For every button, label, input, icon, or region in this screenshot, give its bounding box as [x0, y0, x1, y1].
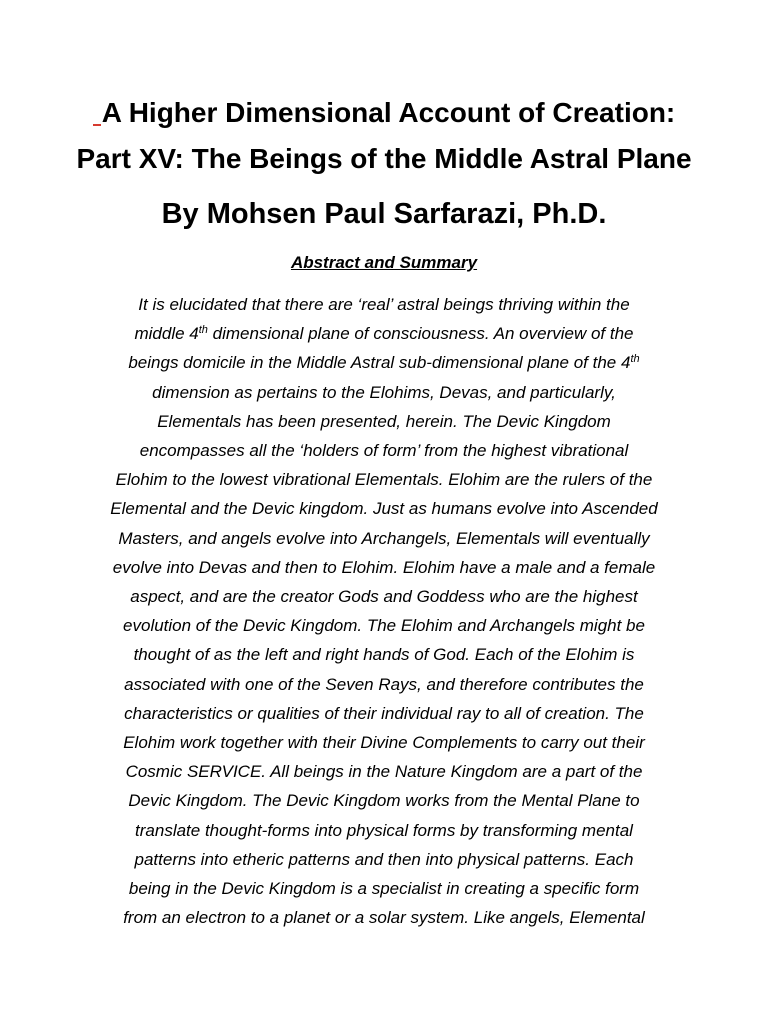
section-heading: Abstract and Summary — [290, 253, 478, 272]
abstract-line: patterns into etheric patterns and then into physical patterns. Each — [134, 849, 634, 869]
abstract-line: from an electron to a planet or a solar system. Like angels, Elemental — [123, 908, 645, 928]
abstract-line: characteristics or qualities of their individual ray to all of creation. The — [124, 703, 644, 723]
abstract-line: encompasses all the ‘holders of form’ from the highest vibrational — [139, 441, 629, 461]
title-line-2: Part XV: The Beings of the Middle Astral Plane — [76, 143, 692, 174]
author-byline: By Mohsen Paul Sarfarazi, Ph.D. — [161, 198, 607, 230]
abstract-body — [80, 290, 688, 932]
superscript: th — [198, 324, 208, 337]
abstract-line: middle 4th dimensional plane of consciousness. An overview of the — [134, 324, 634, 344]
superscript: th — [630, 353, 640, 366]
edit-marker-icon — [93, 124, 101, 126]
abstract-line: associated with one of the Seven Rays, and therefore contributes the — [124, 674, 644, 694]
abstract-line: Elohim to the lowest vibrational Elementals. Elohim are the rulers of the — [115, 470, 653, 490]
abstract-line: dimension as pertains to the Elohims, Devas, and particularly, — [152, 382, 616, 402]
abstract-line: beings domicile in the Middle Astral sub-dimensional plane of the 4th — [128, 353, 640, 373]
abstract-line: translate thought-forms into physical forms by transforming mental — [135, 820, 633, 840]
abstract-line: being in the Devic Kingdom is a specialist in creating a specific form — [128, 879, 640, 899]
abstract-line: thought of as the left and right hands of God. Each of the Elohim is — [133, 645, 635, 665]
abstract-line: aspect, and are the creator Gods and Goddess who are the highest — [130, 587, 638, 607]
abstract-line: Cosmic SERVICE. All beings in the Nature Kingdom are a part of the — [125, 762, 643, 782]
title-line-1: A Higher Dimensional Account of Creation: — [0, 94, 768, 132]
abstract-line: Elemental and the Devic kingdom. Just as humans evolve into Ascended — [110, 499, 658, 519]
abstract-line: evolve into Devas and then to Elohim. Elohim have a male and a female — [112, 557, 656, 577]
abstract-line: Masters, and angels evolve into Archangels, Elementals will eventually — [118, 528, 650, 548]
abstract-line: Elohim work together with their Divine Complements to carry out their — [123, 733, 645, 753]
abstract-line: Elementals has been presented, herein. The Devic Kingdom — [157, 411, 611, 431]
abstract-line: Devic Kingdom. The Devic Kingdom works from the Mental Plane to — [128, 791, 640, 811]
abstract-line: evolution of the Devic Kingdom. The Elohim and Archangels might be — [123, 616, 645, 636]
abstract-line: It is elucidated that there are ‘real’ astral beings thriving within the — [138, 295, 630, 314]
